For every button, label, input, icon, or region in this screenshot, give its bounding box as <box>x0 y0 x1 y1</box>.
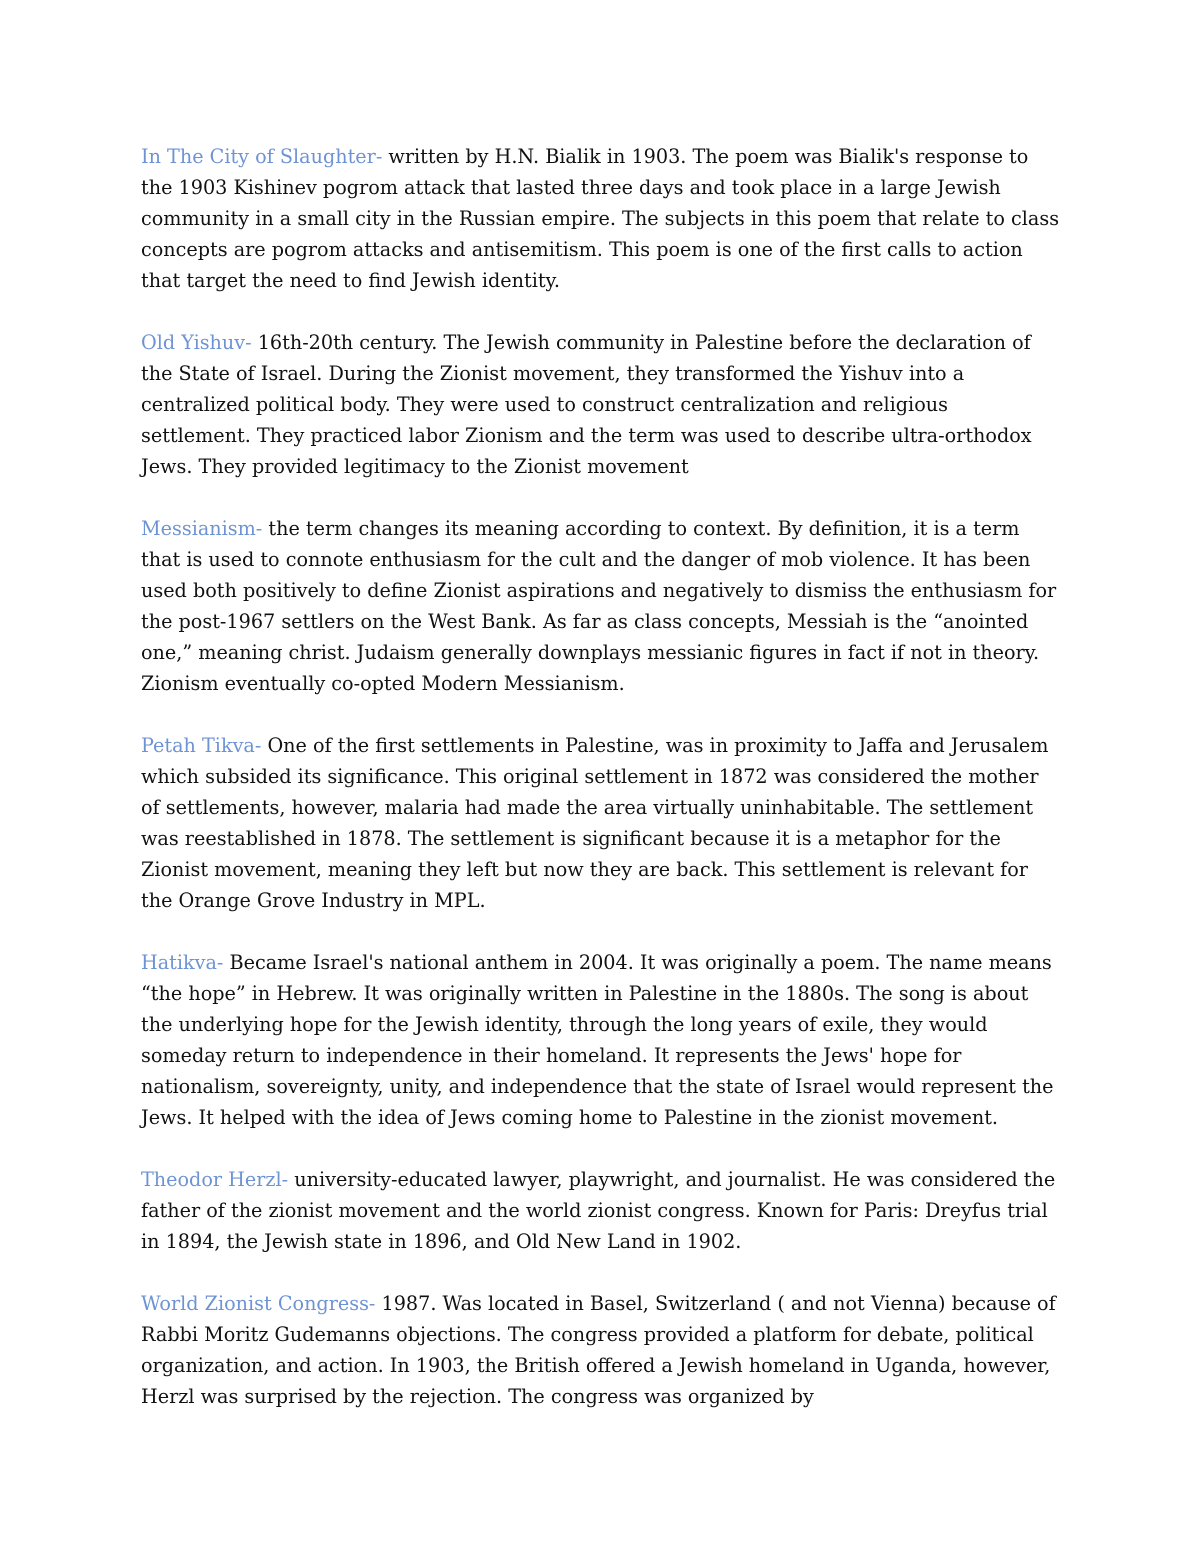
entry-old-yishuv <box>141 327 1061 482</box>
entry-text: Became Israel's national anthem in 2004. It was originally a poem. The name means “the hope” in Hebrew. It was originally written in Palestine in the 1880s. The song is about the underlying hope for the Jewish identity, through the long years of exile, they would someday return to independence in their homeland. It represents the Jews' hope for nationalism, sovereignty, unity, and independence that the state of Israel would represent the Jews. It helped with the idea of Jews coming home to Palestine in the zionist movement. <box>141 951 1054 1129</box>
entry-text: One of the first settlements in Palestine, was in proximity to Jaffa and Jerusalem which subsided its significance. This original settlement in 1872 was considered the mother of settlements, however, malaria had made the area virtually uninhabitable. The settlement was reestablished in 1878. The settlement is significant because it is a metaphor for the Zionist movement, meaning they left but now they are back. This settlement is relevant for the Orange Grove Industry in MPL. <box>141 734 1049 912</box>
entry-text: 1987. Was located in Basel, Switzerland ( and not Vienna) because of Rabbi Moritz Gudemanns objections. The congress provided a platform for debate, political organization, and action. In 1903, the British offered a Jewish homeland in Uganda, however, Herzl was surprised by the rejection. The congress was organized by <box>141 1292 1056 1408</box>
entry-term: Theodor Herzl- <box>141 1168 289 1191</box>
entry-city-of-slaughter <box>141 141 1061 296</box>
entry-world-zionist-congress <box>141 1288 1061 1412</box>
entry-term: In The City of Slaughter- <box>141 145 383 168</box>
entry-text: 16th-20th century. The Jewish community in Palestine before the declaration of the State of Israel. During the Zionist movement, they transformed the Yishuv into a centralized political body. They were used to construct centralization and religious settlement. They practiced labor Zionism and the term was used to describe ultra-orthodox Jews. They provided legitimacy to the Zionist movement <box>141 331 1032 478</box>
entry-term: Old Yishuv- <box>141 331 252 354</box>
entry-hatikva <box>141 947 1061 1133</box>
entry-messianism <box>141 513 1061 699</box>
entry-term: Petah Tikva- <box>141 734 262 757</box>
entry-text: university-educated lawyer, playwright, and journalist. He was considered the father of the zionist movement and the world zionist congress. Known for Paris: Dreyfus trial in 1894, the Jewish state in 1896, and Old New Land in 1902. <box>141 1168 1056 1253</box>
entry-petah-tikva <box>141 730 1061 916</box>
entry-theodor-herzl <box>141 1164 1061 1257</box>
entry-term: Hatikva- <box>141 951 224 974</box>
entry-term: Messianism- <box>141 517 263 540</box>
entry-term: World Zionist Congress- <box>141 1292 376 1315</box>
entry-text: written by H.N. Bialik in 1903. The poem was Bialik's response to the 1903 Kishinev pogrom attack that lasted three days and took place in a large Jewish community in a small city in the Russian empire. The subjects in this poem that relate to class concepts are pogrom attacks and antisemitism. This poem is one of the first calls to action that target the need to find Jewish identity. <box>141 145 1060 292</box>
document-body <box>141 141 1061 1443</box>
entry-text: the term changes its meaning according to context. By definition, it is a term that is used to connote enthusiasm for the cult and the danger of mob violence. It has been used both positively to define Zionist aspirations and negatively to dismiss the enthusiasm for the post-1967 settlers on the West Bank. As far as class concepts, Messiah is the “anointed one,” meaning christ. Judaism generally downplays messianic figures in fact if not in theory. Zionism eventually co-opted Modern Messianism. <box>141 517 1057 695</box>
